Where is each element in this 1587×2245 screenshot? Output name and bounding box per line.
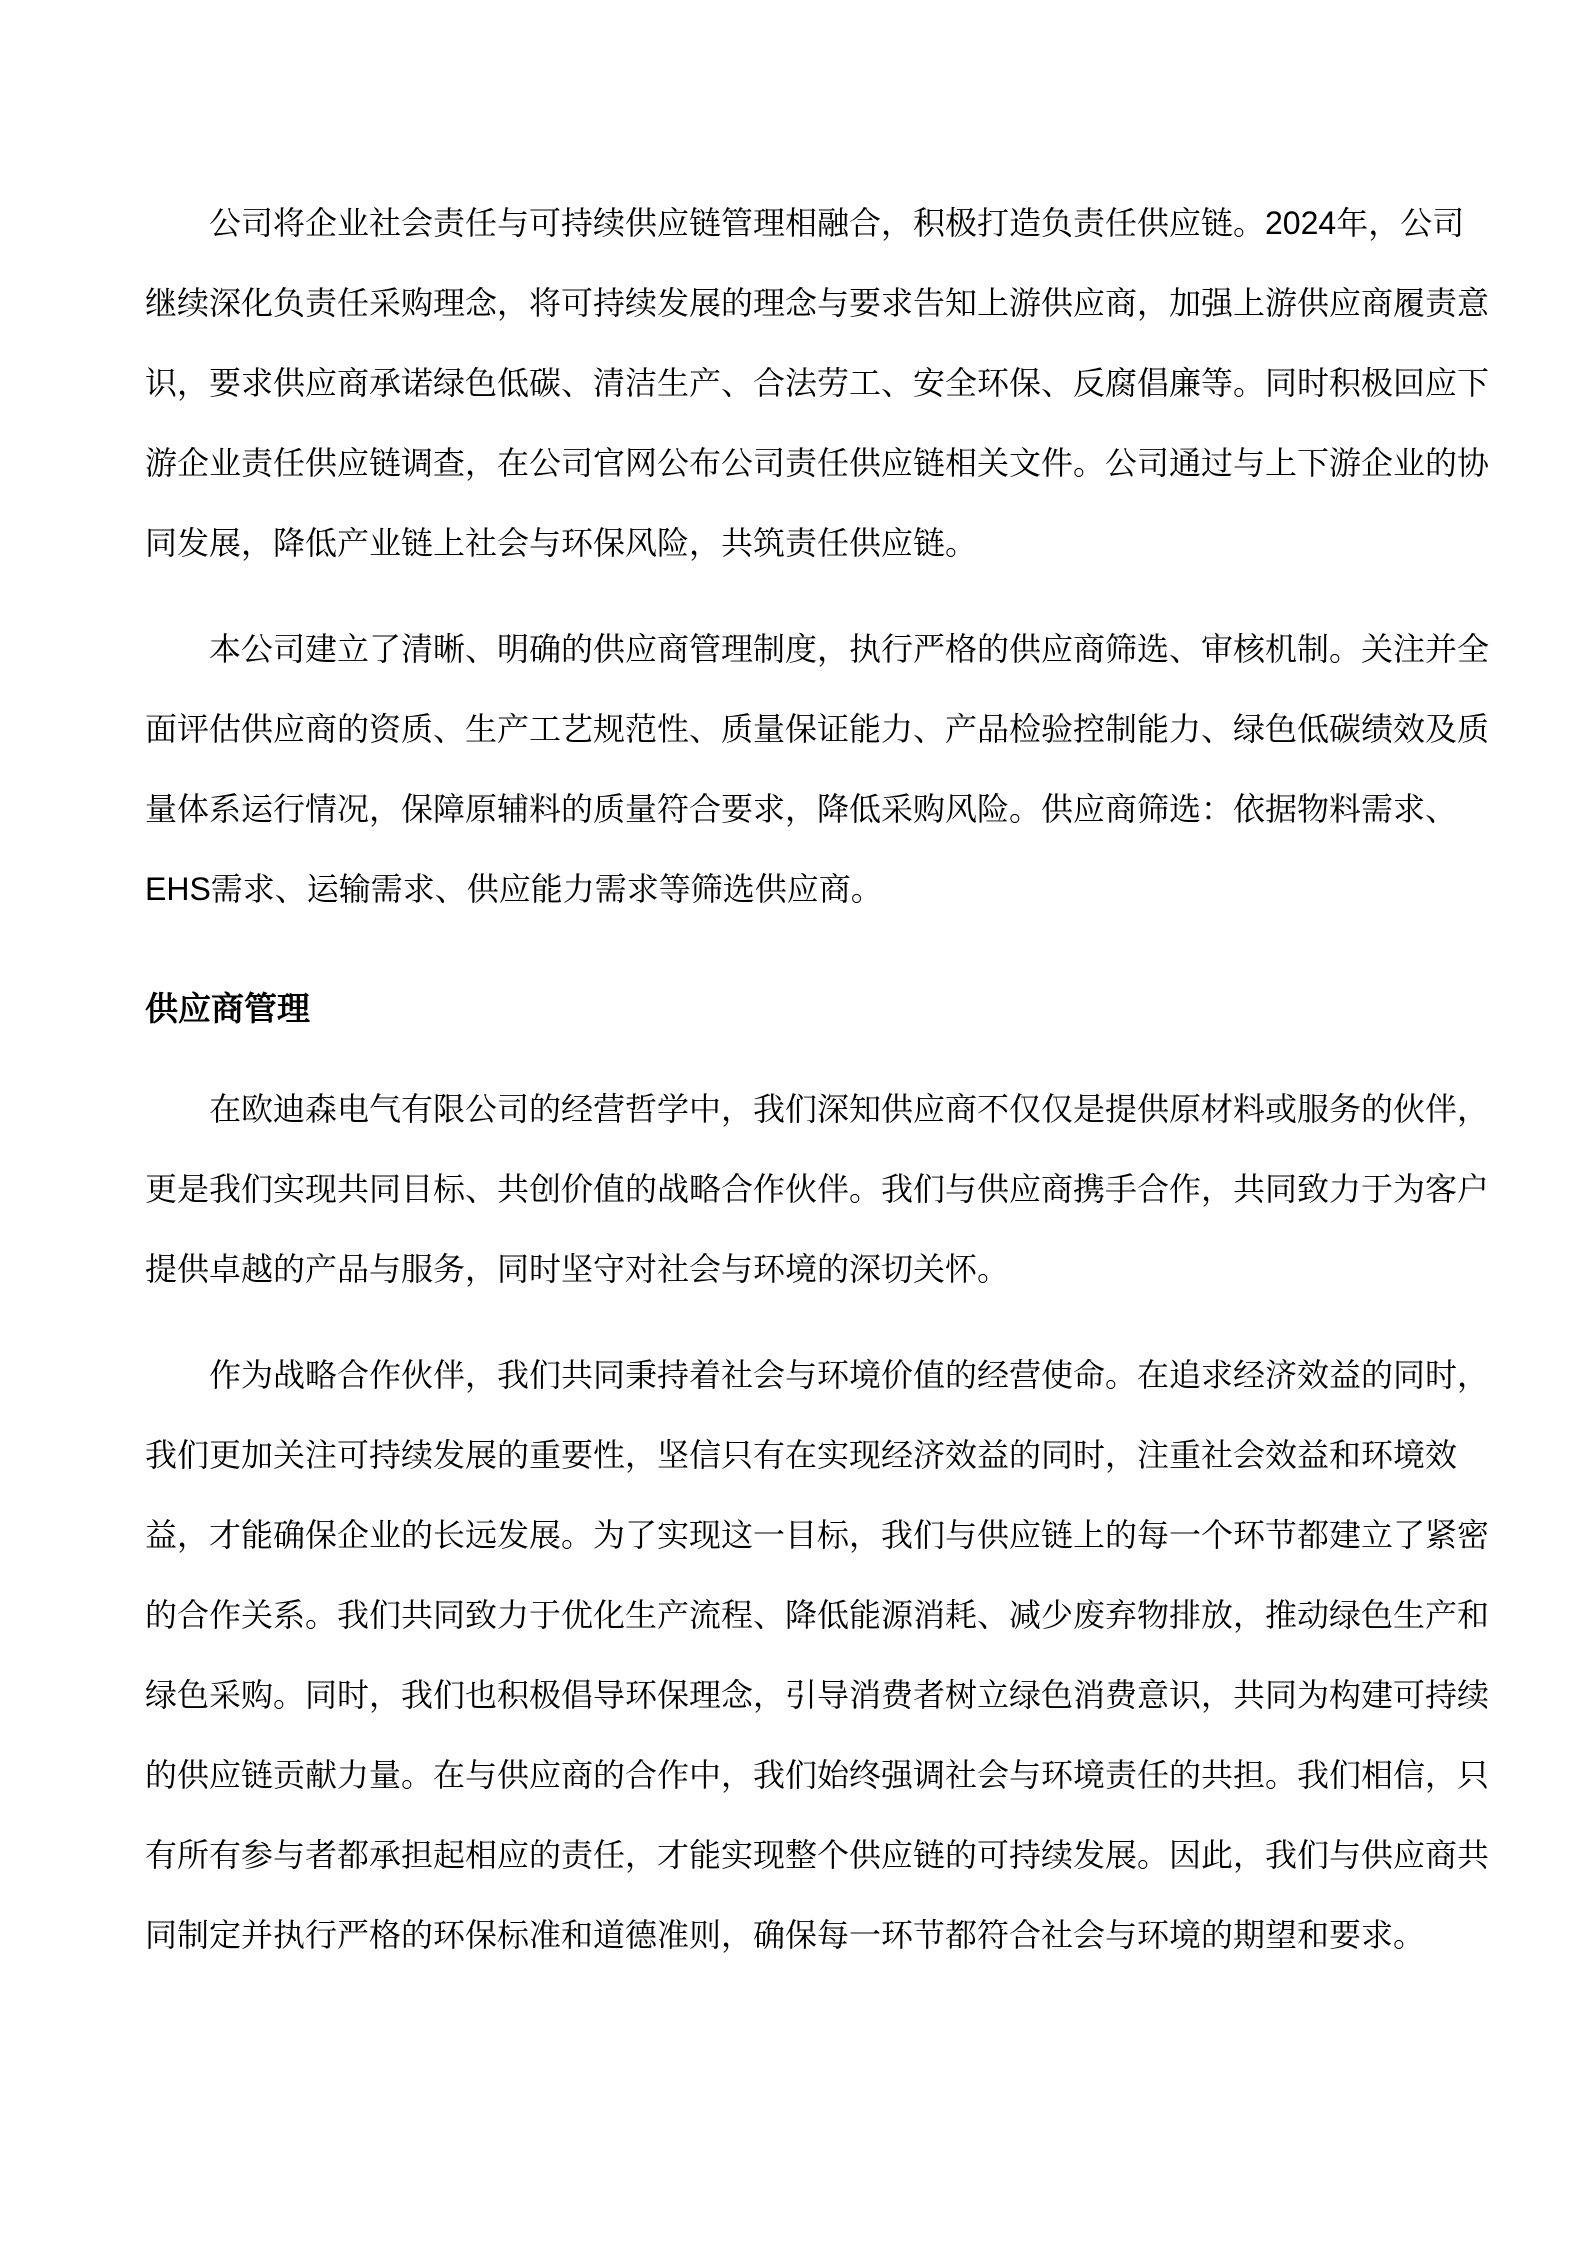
- paragraph-supplier-system: 本公司建立了清晰、明确的供应商管理制度，执行严格的供应商筛选、审核机制。关注并全面评估供应商的资质、生产工艺规范性、质量保证能力、产品检验控制能力、绿色低碳绩效及质量体系运行情况，保障原辅料的质量符合要求，降低采购风险。供应商筛选：依据物料需求、EHS需求、运输需求、供应能力需求等筛选供应商。: [145, 631, 1490, 907]
- paragraph-responsible-supply-chain: 公司将企业社会责任与可持续供应链管理相融合，积极打造负责任供应链。2024年，公司继续深化负责任采购理念，将可持续发展的理念与要求告知上游供应商，加强上游供应商履责意识，要求供应商承诺绿色低碳、清洁生产、合法劳工、安全环保、反腐倡廉等。同时积极回应下游企业责任供应链调查，在公司官网公布公司责任供应链相关文件。公司通过与上下游企业的协同发展，降低产业链上社会与环保风险，共筑责任供应链。: [145, 205, 1490, 561]
- paragraph-business-philosophy: 在欧迪森电气有限公司的经营哲学中，我们深知供应商不仅仅是提供原材料或服务的伙伴，更是我们实现共同目标、共创价值的战略合作伙伴。我们与供应商携手合作，共同致力于为客户提供卓越的产品与服务，同时坚守对社会与环境的深切关怀。: [145, 1091, 1490, 1287]
- section-heading-supplier-management: 供应商管理: [145, 990, 310, 1027]
- paragraph-strategic-partnership: 作为战略合作伙伴，我们共同秉持着社会与环境价值的经营使命。在追求经济效益的同时，我们更加关注可持续发展的重要性，坚信只有在实现经济效益的同时，注重社会效益和环境效益，才能确保企业的长远发展。为了实现这一目标，我们与供应链上的每一个环节都建立了紧密的合作关系。我们共同致力于优化生产流程、降低能源消耗、减少废弃物排放，推动绿色生产和绿色采购。同时，我们也积极倡导环保理念，引导消费者树立绿色消费意识，共同为构建可持续的供应链贡献力量。在与供应商的合作中，我们始终强调社会与环境责任的共担。我们相信，只有所有参与者都承担起相应的责任，才能实现整个供应链的可持续发展。因此，我们与供应商共同制定并执行严格的环保标准和道德准则，确保每一环节都符合社会与环境的期望和要求。: [145, 1357, 1490, 1953]
